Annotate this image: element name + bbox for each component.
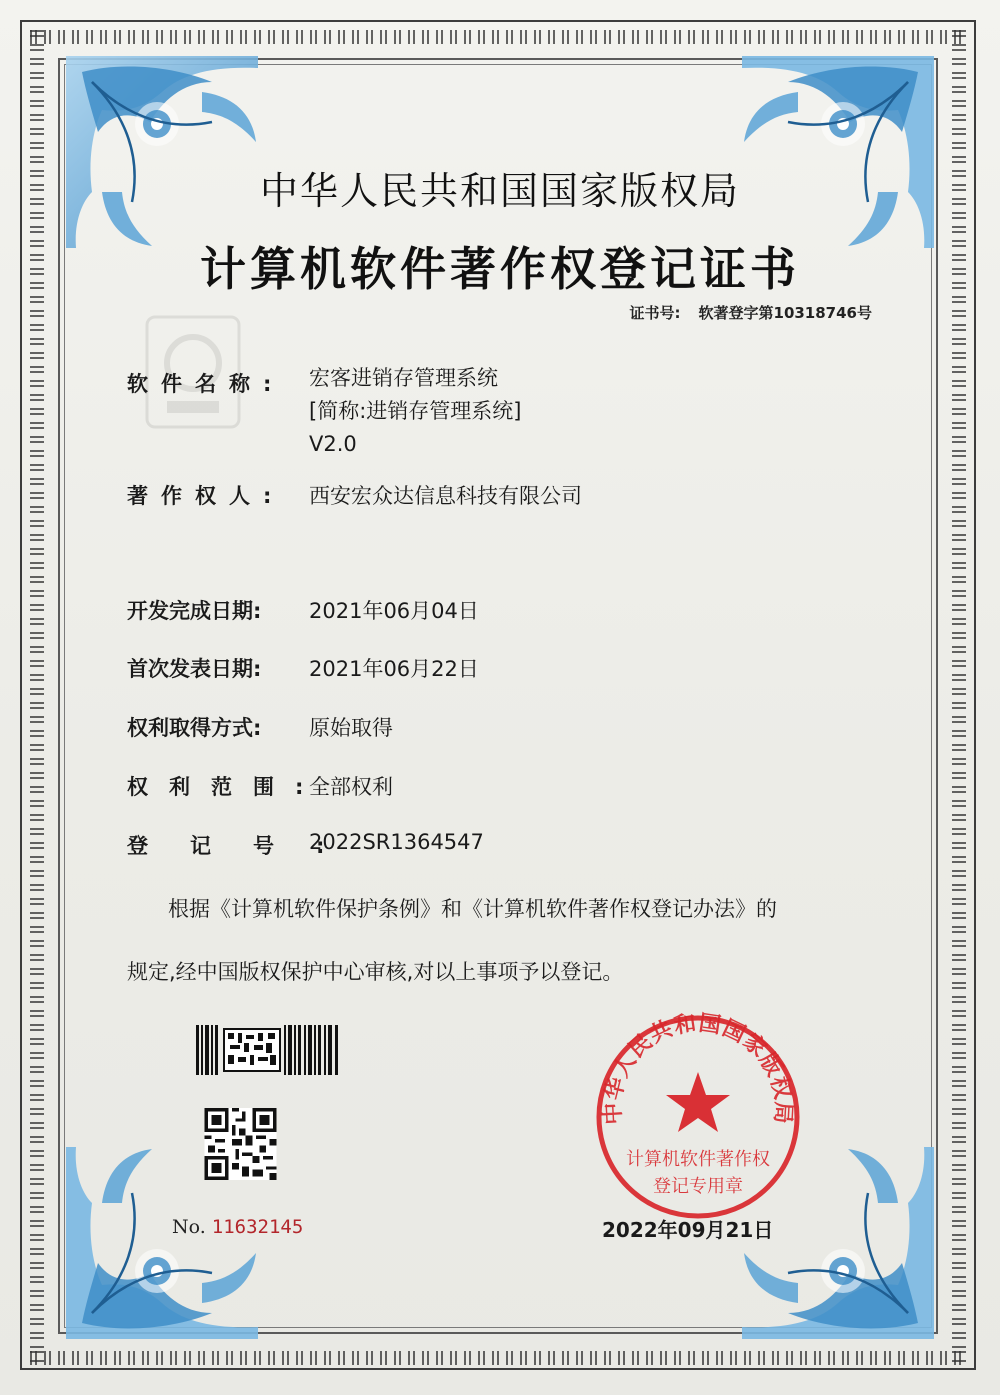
software-short-name-value: [简称:进销存管理系统] <box>309 399 522 423</box>
seal-line-2: 登记专用章 <box>653 1176 743 1197</box>
rights-acquisition-value: 原始取得 <box>309 716 393 740</box>
registration-no-value: 2022SR1364547 <box>309 830 484 854</box>
copyright-owner-label: 著作权人: <box>127 484 285 508</box>
certificate-number-label: 证书号: <box>629 304 681 322</box>
statement-line-1: 根据《计算机软件保护条例》和《计算机软件著作权登记办法》的 <box>168 897 777 921</box>
greek-key-border-right <box>952 30 966 1362</box>
certificate-number <box>630 302 873 323</box>
greek-key-border-left <box>30 30 44 1362</box>
copyright-owner-value: 西安宏众达信息科技有限公司 <box>309 484 582 508</box>
statement-line-2: 规定,经中国版权保护中心审核,对以上事项予以登记。 <box>127 960 624 984</box>
software-name-label: 软件名称: <box>127 372 285 396</box>
certificate-number-value: 软著登字第10318746号 <box>698 304 872 322</box>
certificate-title: 计算机软件著作权登记证书 <box>200 242 800 296</box>
issuer-title: 中华人民共和国国家版权局 <box>259 169 740 213</box>
rights-scope-value: 全部权利 <box>309 775 393 799</box>
corner-ornament-top-right <box>738 52 938 252</box>
first-publish-date-value: 2021年06月22日 <box>309 657 479 681</box>
issue-date: 2022年09月21日 <box>602 1218 774 1242</box>
official-seal <box>593 1012 803 1222</box>
corner-ornament-top-left <box>62 52 262 252</box>
serial-number-value: 11632145 <box>211 1216 304 1238</box>
greek-key-border-top <box>30 30 966 44</box>
dev-complete-date-value: 2021年06月04日 <box>309 599 479 623</box>
barcode <box>196 1025 341 1075</box>
greek-key-border-bottom <box>30 1351 966 1365</box>
rights-scope-label: 权利范围: <box>127 775 325 799</box>
first-publish-date-label: 首次发表日期: <box>127 657 262 681</box>
dev-complete-date-label: 开发完成日期: <box>127 599 262 623</box>
software-version-value: V2.0 <box>309 432 357 456</box>
software-name-value: 宏客进销存管理系统 <box>309 366 498 390</box>
seal-arc-text: 中华人民共和国国家版权局 <box>600 1010 796 1126</box>
registration-no-label: 登记号: <box>127 834 367 858</box>
serial-prefix: No. <box>172 1216 206 1238</box>
rights-acquisition-label: 权利取得方式: <box>127 716 262 740</box>
seal-line-1: 计算机软件著作权 <box>626 1149 770 1170</box>
serial-number <box>172 1216 303 1238</box>
star-icon <box>666 1072 730 1132</box>
qr-code <box>203 1108 278 1180</box>
